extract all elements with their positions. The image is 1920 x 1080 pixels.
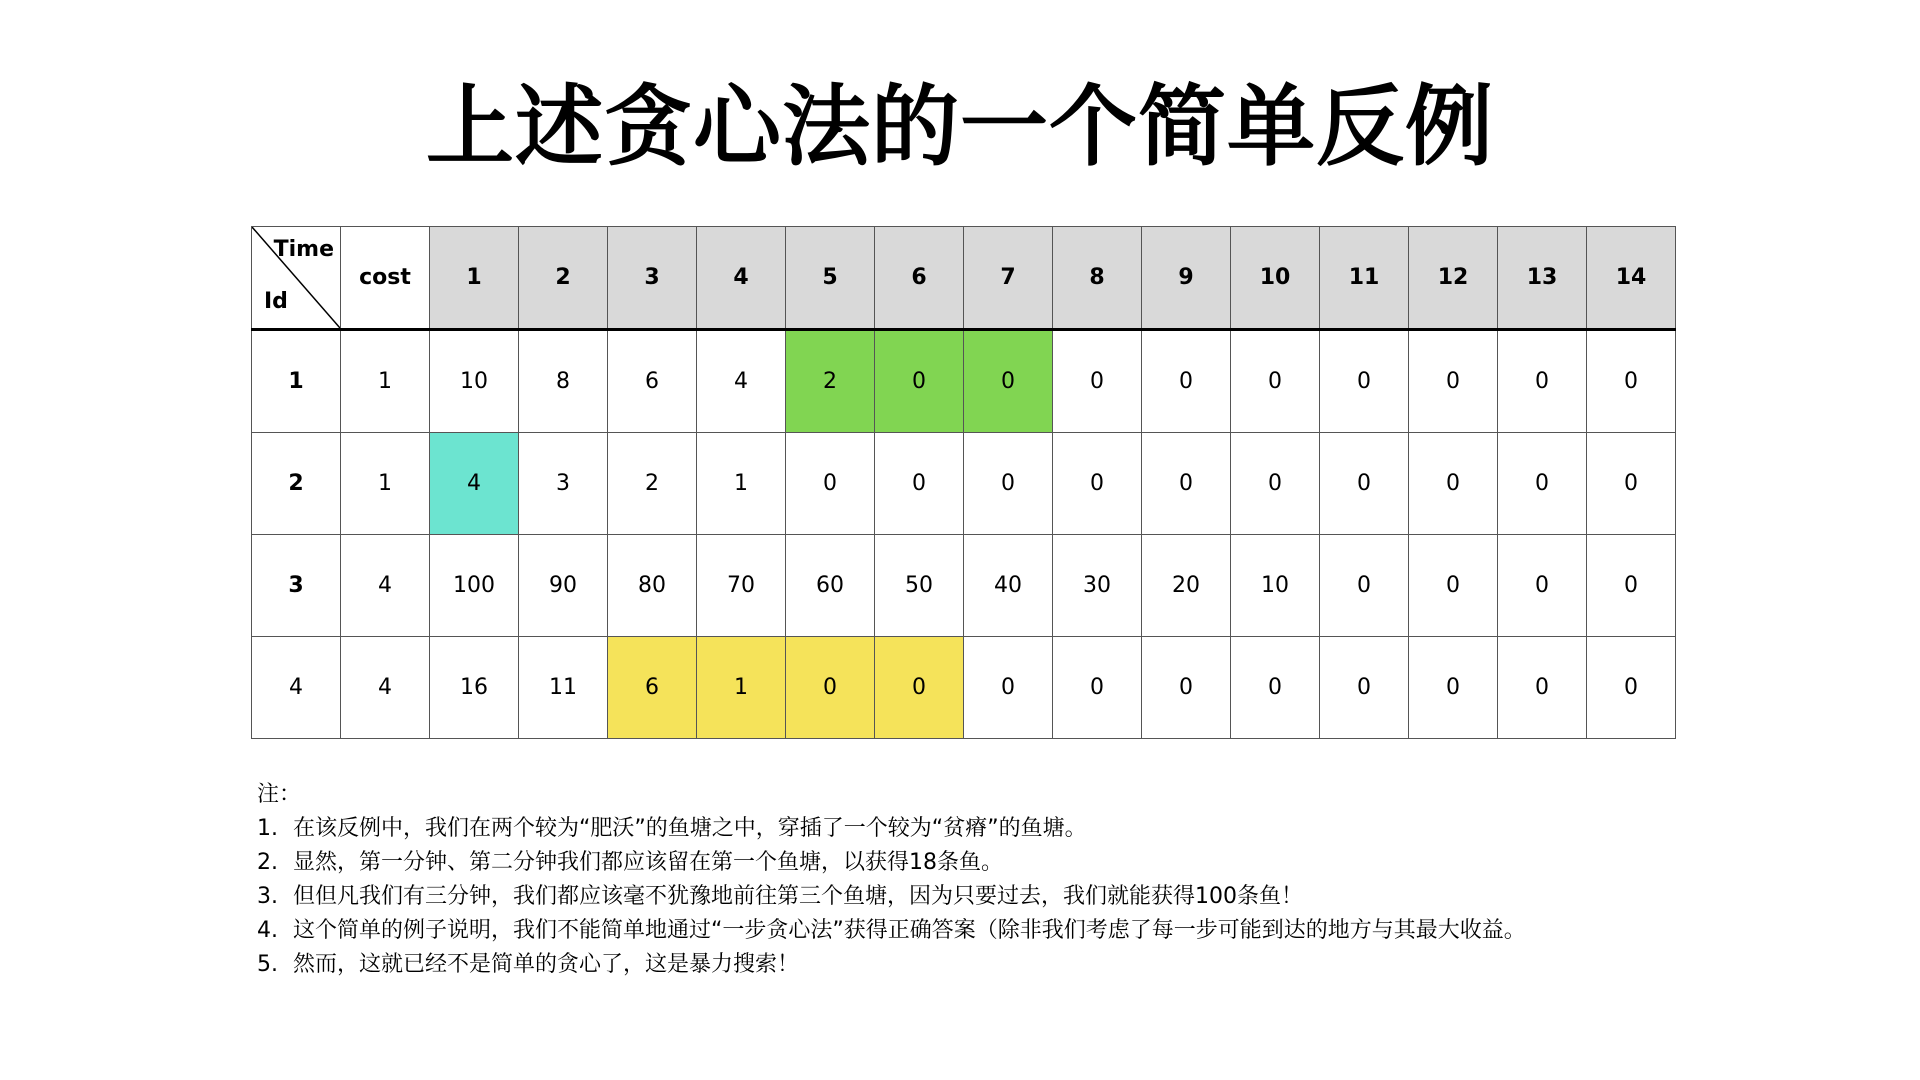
value-cell: 10	[1231, 535, 1320, 637]
value-cell: 0	[1587, 637, 1676, 739]
time-header: 12	[1409, 227, 1498, 330]
note-number: 2.	[257, 850, 278, 875]
value-cell: 8	[519, 330, 608, 433]
value-cell: 0	[1320, 433, 1409, 535]
row-cost: 1	[341, 433, 430, 535]
time-header: 7	[964, 227, 1053, 330]
value-cell: 0	[1142, 330, 1231, 433]
time-header: 14	[1587, 227, 1676, 330]
time-header: 11	[1320, 227, 1409, 330]
time-header: 1	[430, 227, 519, 330]
value-cell: 0	[1320, 330, 1409, 433]
row-id: 3	[252, 535, 341, 637]
note-text: 但但凡我们有三分钟，我们都应该毫不犹豫地前往第三个鱼塘，因为只要过去，我们就能获得100条鱼！	[293, 884, 1303, 909]
value-cell: 0	[1587, 330, 1676, 433]
time-header: 3	[608, 227, 697, 330]
corner-time-label: Time	[273, 237, 334, 262]
value-cell-highlighted: 0	[786, 637, 875, 739]
note-number: 5.	[257, 952, 278, 977]
table-header-row	[252, 227, 1676, 330]
time-header: 4	[697, 227, 786, 330]
row-id: 2	[252, 433, 341, 535]
value-cell: 2	[608, 433, 697, 535]
value-cell: 0	[1498, 433, 1587, 535]
table-row	[252, 330, 1676, 433]
note-item	[257, 948, 1526, 982]
value-cell: 16	[430, 637, 519, 739]
row-cost: 4	[341, 637, 430, 739]
time-header: 2	[519, 227, 608, 330]
value-cell: 0	[786, 433, 875, 535]
note-item	[257, 880, 1526, 914]
note-number: 1.	[257, 816, 278, 841]
time-header: 8	[1053, 227, 1142, 330]
value-cell-highlighted: 0	[875, 637, 964, 739]
value-cell: 0	[964, 433, 1053, 535]
time-header: 6	[875, 227, 964, 330]
value-cell: 0	[875, 433, 964, 535]
note-number: 4.	[257, 918, 278, 943]
value-cell: 30	[1053, 535, 1142, 637]
note-text: 显然，第一分钟、第二分钟我们都应该留在第一个鱼塘，以获得18条鱼。	[293, 850, 1003, 875]
value-cell: 3	[519, 433, 608, 535]
value-cell-highlighted: 4	[430, 433, 519, 535]
value-cell: 100	[430, 535, 519, 637]
value-cell: 0	[1231, 330, 1320, 433]
note-item	[257, 812, 1526, 846]
value-cell: 0	[1409, 330, 1498, 433]
page-title: 上述贪心法的一个简单反例	[425, 75, 1494, 178]
value-cell: 0	[1231, 637, 1320, 739]
value-cell: 4	[697, 330, 786, 433]
value-cell: 40	[964, 535, 1053, 637]
value-cell: 0	[1320, 637, 1409, 739]
value-cell: 20	[1142, 535, 1231, 637]
table-row	[252, 637, 1676, 739]
value-cell-highlighted: 2	[786, 330, 875, 433]
note-text: 然而，这就已经不是简单的贪心了，这是暴力搜索！	[293, 952, 800, 977]
value-cell-highlighted: 0	[964, 330, 1053, 433]
note-number: 3.	[257, 884, 278, 909]
fishpond-table	[251, 226, 1676, 739]
value-cell: 90	[519, 535, 608, 637]
value-cell: 80	[608, 535, 697, 637]
table-row	[252, 535, 1676, 637]
value-cell-highlighted: 6	[608, 637, 697, 739]
value-cell: 0	[1053, 433, 1142, 535]
value-cell-highlighted: 0	[875, 330, 964, 433]
notes-section	[257, 778, 1526, 982]
value-cell: 0	[1053, 330, 1142, 433]
value-cell: 0	[1142, 433, 1231, 535]
value-cell: 0	[1231, 433, 1320, 535]
time-header: 5	[786, 227, 875, 330]
time-header: 13	[1498, 227, 1587, 330]
value-cell: 11	[519, 637, 608, 739]
note-item	[257, 914, 1526, 948]
value-cell: 0	[1498, 330, 1587, 433]
value-cell: 0	[1409, 637, 1498, 739]
value-cell: 1	[697, 433, 786, 535]
value-cell: 60	[786, 535, 875, 637]
table-row	[252, 433, 1676, 535]
value-cell: 0	[1409, 535, 1498, 637]
value-cell: 0	[1320, 535, 1409, 637]
value-cell: 0	[1498, 535, 1587, 637]
value-cell: 70	[697, 535, 786, 637]
value-cell: 0	[1409, 433, 1498, 535]
corner-id-label: Id	[264, 289, 288, 314]
time-header: 10	[1231, 227, 1320, 330]
note-text: 在该反例中，我们在两个较为“肥沃”的鱼塘之中，穿插了一个较为“贫瘠”的鱼塘。	[293, 816, 1087, 841]
cost-header: cost	[341, 227, 430, 330]
row-cost: 4	[341, 535, 430, 637]
value-cell: 0	[1142, 637, 1231, 739]
value-cell: 0	[1587, 535, 1676, 637]
value-cell-highlighted: 1	[697, 637, 786, 739]
time-header: 9	[1142, 227, 1231, 330]
notes-heading: 注：	[257, 782, 302, 807]
note-item	[257, 846, 1526, 880]
value-cell: 50	[875, 535, 964, 637]
row-cost: 1	[341, 330, 430, 433]
value-cell: 0	[964, 637, 1053, 739]
row-id: 1	[252, 330, 341, 433]
row-id: 4	[252, 637, 341, 739]
note-text: 这个简单的例子说明，我们不能简单地通过“一步贪心法”获得正确答案（除非我们考虑了每一步可能到达的地方与其最大收益。	[293, 918, 1526, 943]
value-cell: 6	[608, 330, 697, 433]
value-cell: 0	[1587, 433, 1676, 535]
corner-header-cell	[252, 227, 341, 330]
value-cell: 0	[1498, 637, 1587, 739]
value-cell: 10	[430, 330, 519, 433]
value-cell: 0	[1053, 637, 1142, 739]
